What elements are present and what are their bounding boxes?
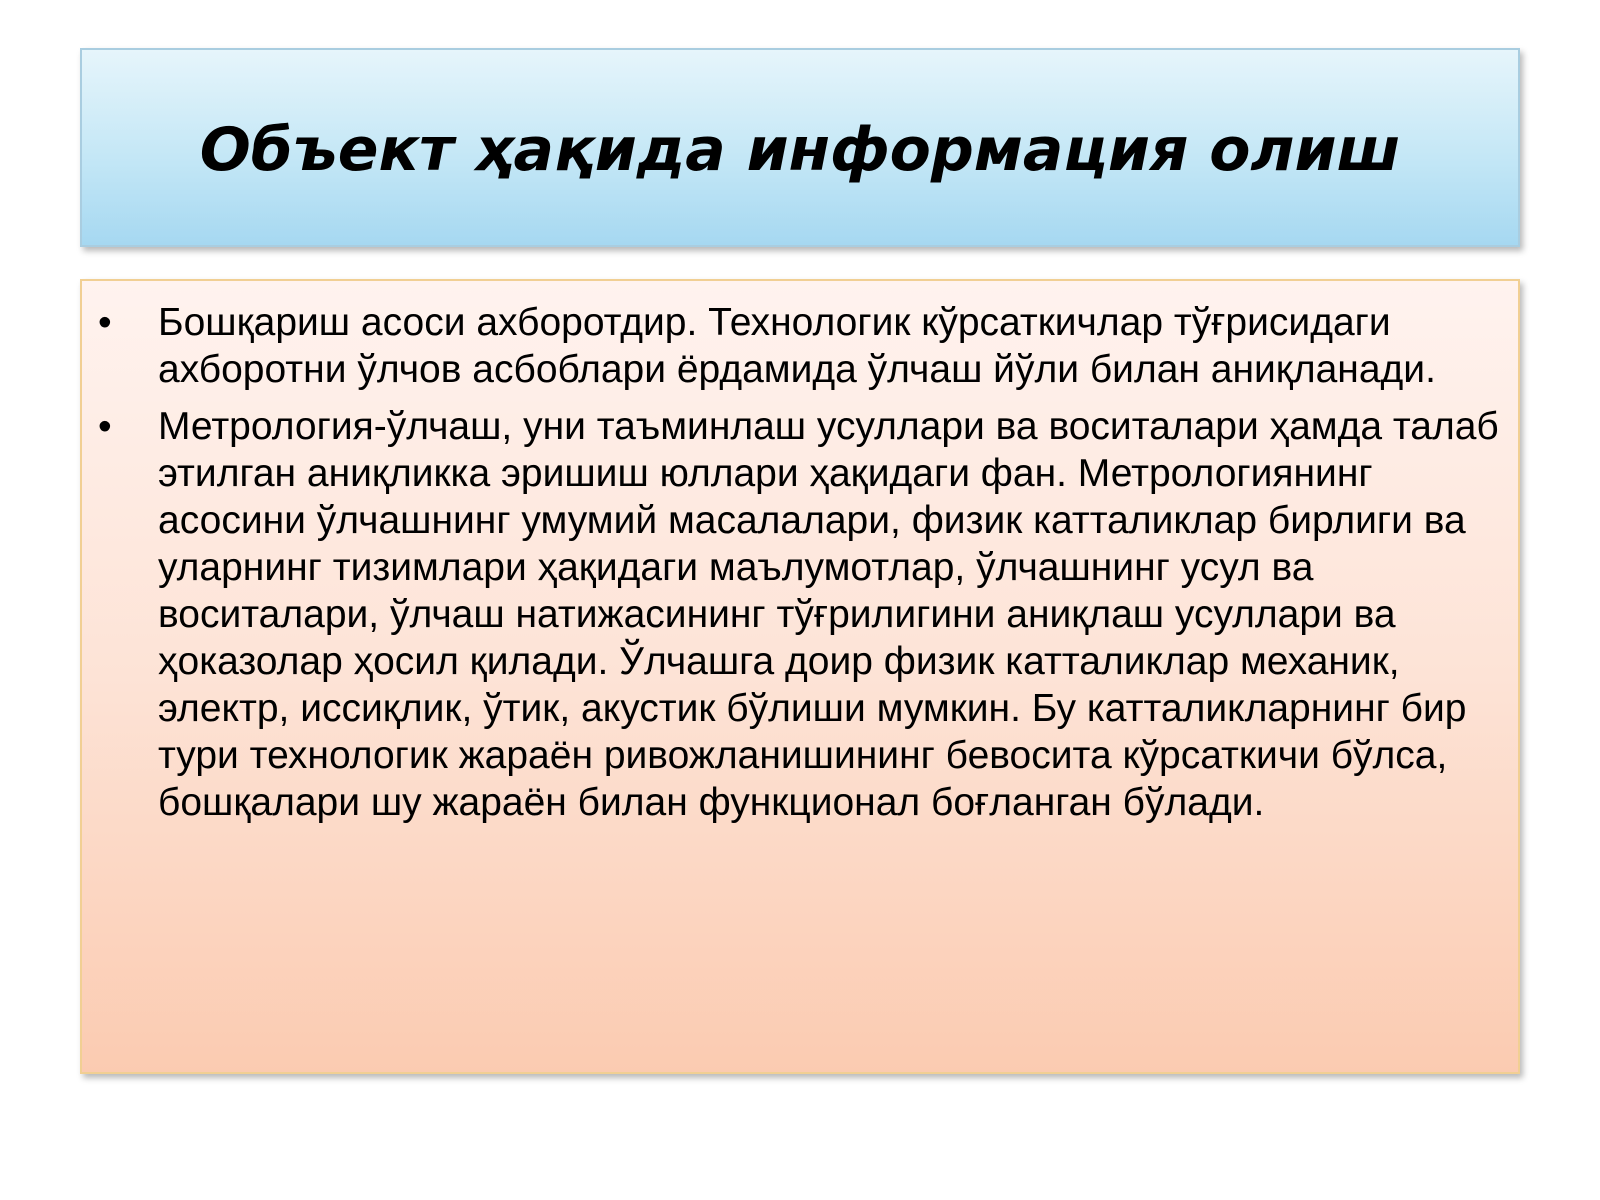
slide-title: Объект ҳақида информация олиш: [199, 115, 1401, 185]
content-box: [80, 279, 1520, 1074]
bullet-marker: •: [98, 301, 112, 344]
bullet-item: [82, 403, 1512, 826]
bullet-text: Метрология-ўлчаш, уни таъминлаш усуллари ва воситалари ҳамда талаб этилган аниқликка эришиш юллари ҳақидаги фан. Метрологиянинг асосини ўлчашнинг умумий масалалари, физик катталиклар бирлиги ва уларнинг тизимлари ҳақидаги маълумотлар, ўлчашнинг усул ва воситалари, ўлчаш натижасининг тўғрилигини аниқлаш усуллари ва ҳоказолар ҳосил қилади. Ўлчашга доир физик катталиклар механик, электр, иссиқлик, ўтик, акустик бўлиши мумкин. Бу катталикларнинг бир тури технологик жараён ривожланишининг бевосита кўрсаткичи бўлса, бошқалари шу жараён билан функционал боғланган бўлади.: [158, 405, 1499, 824]
bullet-item: [82, 299, 1512, 393]
title-box: [80, 48, 1520, 247]
bullet-text: Бошқариш асоси ахборотдир. Технологик кўрсаткичлар тўғрисидаги ахборотни ўлчов асбоблари ёрдамида ўлчаш йўли билан аниқланади.: [158, 301, 1436, 391]
bullet-marker: •: [98, 405, 112, 448]
bullet-list: [82, 299, 1512, 836]
